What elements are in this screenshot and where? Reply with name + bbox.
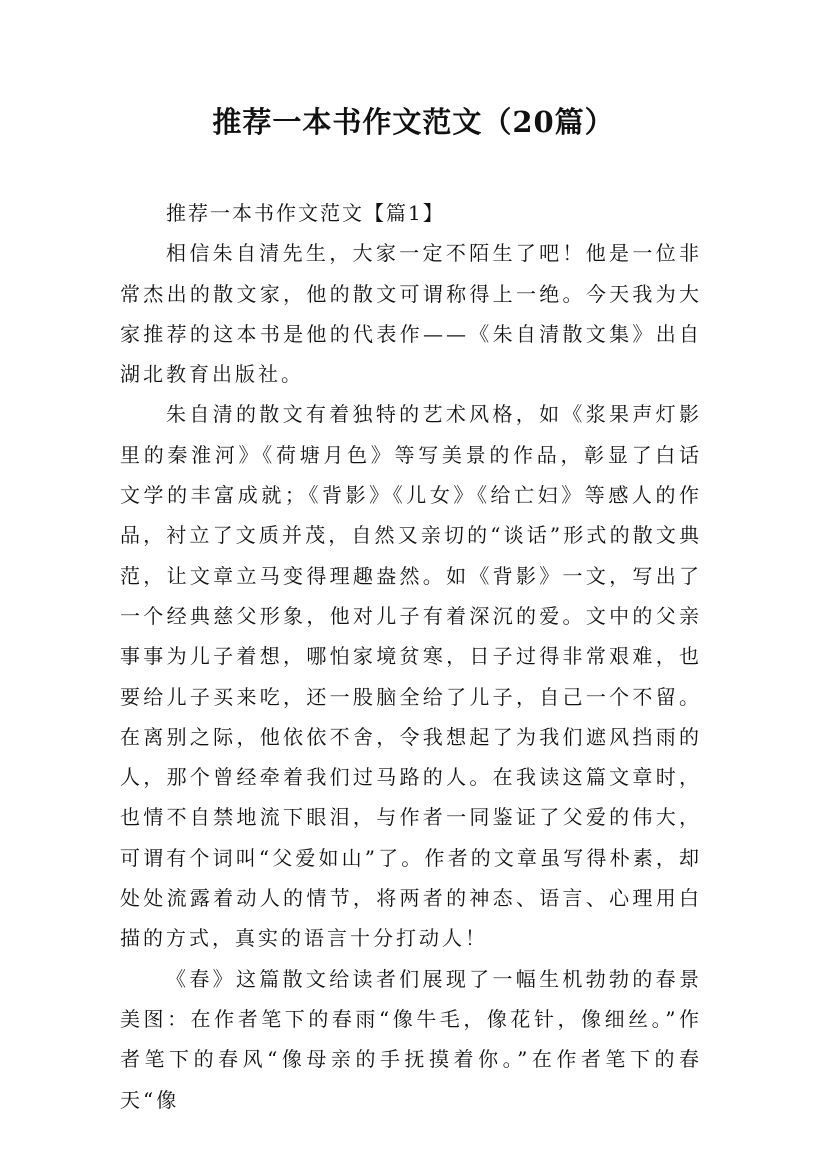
section-heading: 推荐一本书作文范文【篇1】 <box>166 201 445 225</box>
paragraph-1: 相信朱自清先生，大家一定不陌生了吧！他是一位非常杰出的散文家，他的散文可谓称得上一绝。今天我为大家推荐的这本书是他的代表作——《朱自清散文集》出自湖北教育出版社。 <box>120 241 702 387</box>
paragraph-3: 《春》这篇散文给读者们展现了一幅生机勃勃的春景美图：在作者笔下的春雨“像牛毛，像花针，像细丝。”作者笔下的春风“像母亲的手抚摸着你。”在作者笔下的春天“像 <box>120 966 702 1112</box>
paragraph-2: 朱自清的散文有着独特的艺术风格，如《浆果声灯影里的秦淮河》《荷塘月色》等写美景的作品，彰显了白话文学的丰富成就；《背影》《儿女》《给亡妇》等感人的作品，衬立了文质并茂，自然又亲切的“谈话”形式的散文典范，让文章立马变得理趣盎然。如《背影》一文，写出了一个经典慈父形象，他对儿子有着深沉的爱。文中的父亲事事为儿子着想，哪怕家境贫寒，日子过得非常艰难，也要给儿子买来吃，还一股脑全给了儿子，自己一个不留。在离别之际，他依依不舍，令我想起了为我们遮风挡雨的人，那个曾经牵着我们过马路的人。在我读这篇文章时，也情不自禁地流下眼泪，与作者一同鉴证了父爱的伟大，可谓有个词叫“父爱如山”了。作者的文章虽写得朴素，却处处流露着动人的情节，将两者的神态、语言、心理用白描的方式，真实的语言十分打动人！ <box>120 402 702 951</box>
document-title: 推荐一本书作文范文（20篇） <box>212 105 615 139</box>
document-body <box>120 193 702 1120</box>
